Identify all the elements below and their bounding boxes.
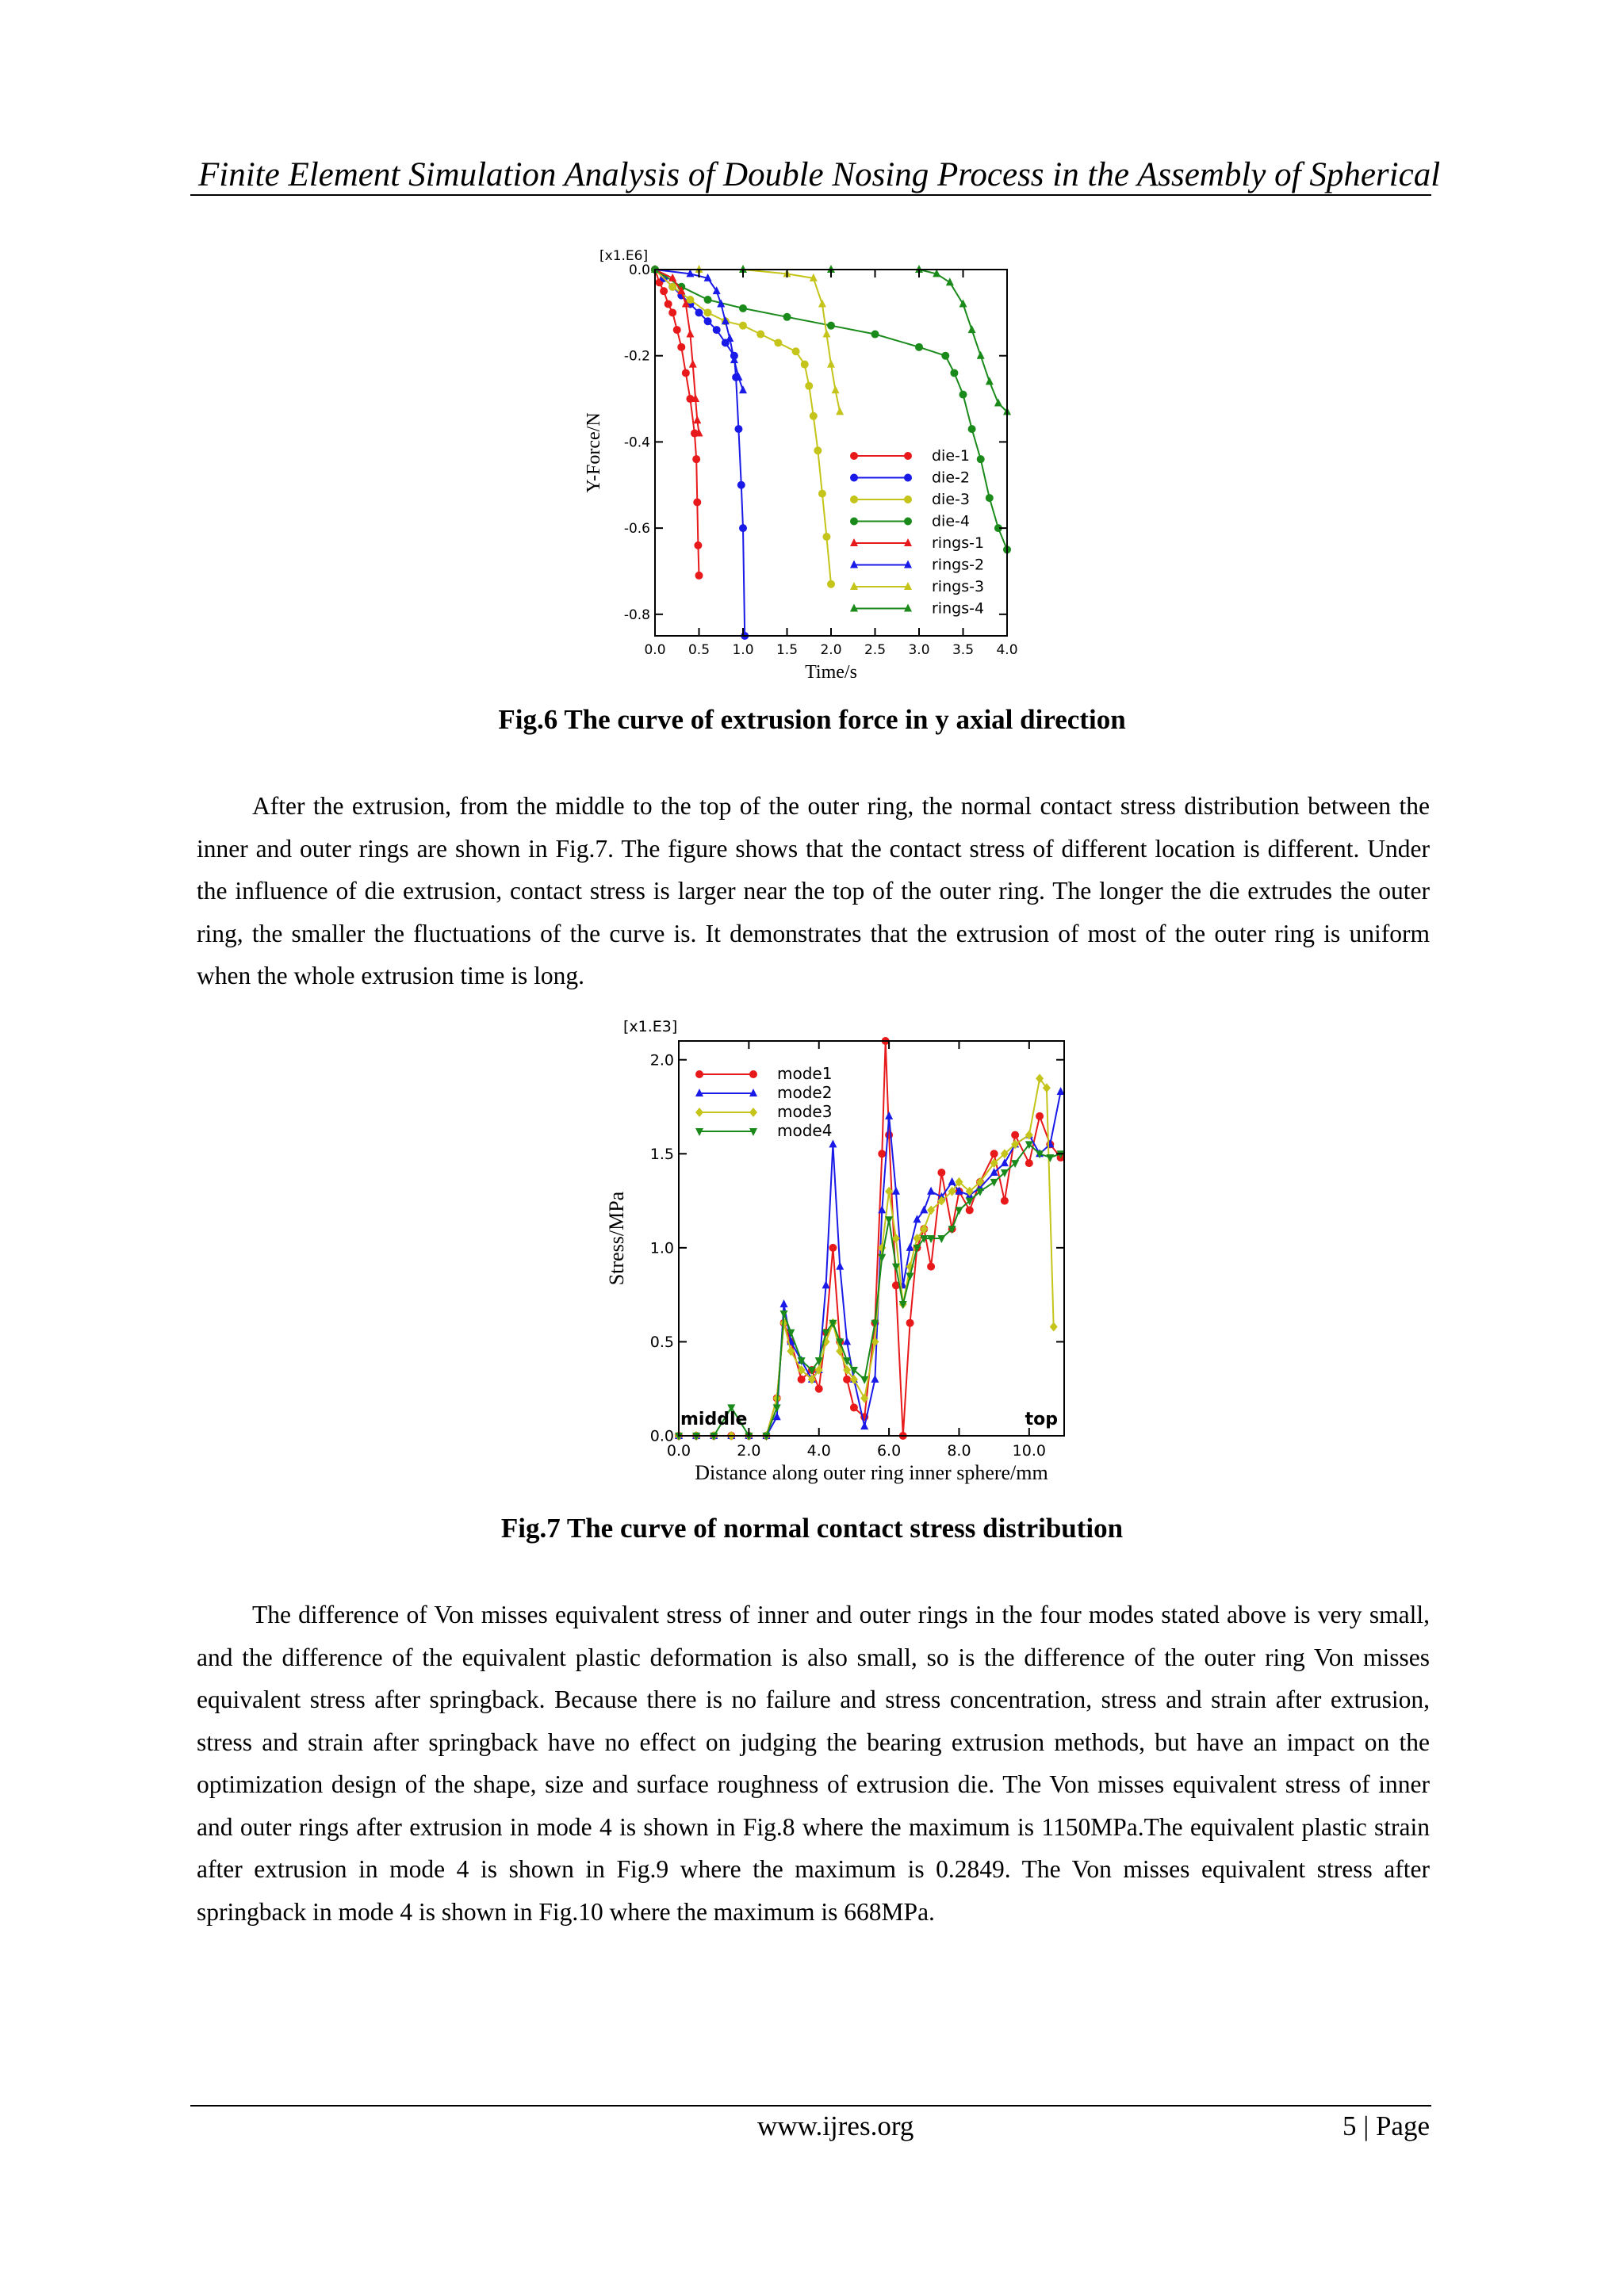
legend-marker-die-3 — [850, 496, 858, 503]
data-point-die-1 — [694, 541, 702, 549]
legend-marker-mode3 — [749, 1108, 757, 1117]
data-point-mode4 — [990, 1179, 998, 1187]
data-point-mode1 — [829, 1244, 837, 1252]
data-point-die-2 — [695, 308, 703, 316]
data-point-die-1 — [682, 369, 690, 377]
data-point-mode4 — [885, 1216, 893, 1224]
data-point-rings-3 — [836, 407, 844, 415]
legend-label-mode1: mode1 — [777, 1064, 833, 1083]
legend-marker-die-4 — [904, 518, 912, 526]
x-tick-label: 2.0 — [820, 642, 842, 658]
running-title: Finite Element Simulation Analysis of Double Nosing Process in the Assembly of Spherical — [198, 156, 1441, 193]
x-tick-label: 0.0 — [666, 1442, 691, 1460]
series-die-4 — [651, 266, 1011, 553]
data-point-mode4 — [955, 1207, 963, 1215]
data-point-die-4 — [704, 296, 712, 304]
data-point-rings-1 — [689, 360, 697, 368]
data-point-mode1 — [798, 1376, 806, 1383]
data-point-mode2 — [860, 1422, 868, 1429]
data-point-mode2 — [885, 1112, 893, 1119]
data-point-mode1 — [927, 1263, 935, 1271]
data-point-die-4 — [827, 322, 835, 330]
x-tick-label: 1.5 — [776, 642, 799, 658]
data-point-die-3 — [686, 296, 694, 304]
y-tick-label: 1.5 — [649, 1145, 674, 1163]
data-point-die-4 — [941, 352, 949, 360]
data-point-die-3 — [739, 322, 747, 330]
data-point-die-2 — [734, 425, 742, 433]
data-point-die-4 — [871, 331, 879, 339]
data-point-rings-3 — [822, 330, 830, 338]
legend-label-mode4: mode4 — [777, 1121, 833, 1140]
data-point-mode2 — [892, 1187, 900, 1195]
y-axis-title: Y-Force/N — [584, 412, 604, 493]
data-point-mode1 — [990, 1150, 998, 1158]
data-point-rings-4 — [986, 377, 994, 385]
data-point-mode1 — [850, 1403, 858, 1411]
legend — [695, 1064, 832, 1140]
data-point-mode1 — [1025, 1159, 1033, 1167]
data-point-die-3 — [814, 446, 822, 454]
y-tick-label: 0.0 — [649, 1427, 674, 1445]
data-point-mode1 — [1011, 1131, 1019, 1139]
data-point-mode4 — [1011, 1160, 1019, 1168]
x-axis-title: Time/s — [805, 662, 857, 683]
data-point-rings-2 — [739, 385, 747, 393]
series-mode2 — [675, 1087, 1065, 1439]
legend-label-rings-2: rings-2 — [932, 556, 985, 574]
data-point-die-3 — [792, 347, 800, 355]
data-point-die-4 — [968, 425, 976, 433]
footer-url: www.ijres.org — [757, 2110, 914, 2141]
series-rings-4 — [651, 265, 1011, 415]
y-tick-label: -0.6 — [623, 521, 650, 538]
y-tick-label: -0.2 — [623, 348, 650, 365]
data-point-die-4 — [959, 391, 967, 399]
data-point-mode4 — [850, 1367, 858, 1375]
x-tick-label: 2.5 — [864, 642, 887, 658]
data-point-mode4 — [976, 1188, 984, 1196]
data-point-rings-3 — [818, 299, 826, 307]
series-line-rings-4 — [655, 270, 1007, 411]
data-point-mode2 — [948, 1177, 956, 1185]
data-point-mode1 — [878, 1150, 886, 1158]
data-point-mode4 — [1046, 1154, 1054, 1162]
legend-label-die-1: die-1 — [932, 447, 970, 465]
paragraph-1: After the extrusion, from the middle to the top of the outer ring, the normal contact stress distribution between the inner and outer rings are shown in Fig.7. The figure shows that the contact stress of different location is different. Under the influence of die extrusion, contact stress is larger near the top of the outer ring. The longer the die extrudes the outer ring, the smaller the fluctuations of the curve is. It demonstrates that the extrusion of most of the outer ring is uniform when the whole extrusion time is long. — [197, 792, 1430, 989]
data-point-mode2 — [871, 1375, 879, 1383]
data-point-mode1 — [966, 1206, 974, 1214]
data-point-rings-1 — [686, 330, 694, 338]
x-tick-label: 4.0 — [806, 1442, 831, 1460]
data-point-rings-4 — [994, 398, 1002, 406]
series-line-rings-2 — [655, 270, 743, 390]
legend-marker-mode3 — [695, 1108, 703, 1117]
data-point-die-4 — [950, 369, 958, 377]
series-line-mode4 — [679, 1144, 1061, 1436]
data-point-die-2 — [713, 326, 721, 334]
x-tick-label: 0.0 — [644, 642, 666, 658]
data-point-die-4 — [739, 304, 747, 312]
legend-marker-die-2 — [850, 474, 858, 482]
legend-marker-die-1 — [850, 452, 858, 460]
data-point-mode3 — [1025, 1131, 1033, 1140]
legend-label-mode2: mode2 — [777, 1083, 833, 1102]
series-line-die-2 — [655, 270, 745, 636]
data-point-die-3 — [827, 580, 835, 588]
annotation-middle: middle — [680, 1410, 748, 1429]
data-point-mode2 — [927, 1187, 935, 1195]
data-point-rings-2 — [726, 334, 733, 342]
data-point-die-3 — [801, 361, 809, 369]
x-tick-label: 0.5 — [688, 642, 710, 658]
data-point-mode1 — [1001, 1197, 1009, 1205]
data-point-die-1 — [693, 499, 701, 507]
series-mode3 — [675, 1073, 1058, 1441]
figure-7-caption: Fig.7 The curve of normal contact stress distribution — [500, 1513, 1124, 1544]
data-point-rings-3 — [832, 385, 840, 393]
x-tick-label: 8.0 — [947, 1442, 971, 1460]
y-tick-label: 1.0 — [649, 1239, 674, 1257]
y-multiplier-label: [x1.E3] — [623, 1018, 678, 1035]
figure-6-caption: Fig.6 The curve of extrusion force in y axial direction — [498, 704, 1126, 735]
figure-6-chart — [584, 238, 1031, 690]
x-tick-label: 10.0 — [1012, 1442, 1046, 1460]
data-point-die-3 — [756, 331, 764, 339]
x-tick-label: 3.5 — [952, 642, 975, 658]
y-axis-title: Stress/MPa — [605, 1191, 628, 1286]
data-point-die-2 — [739, 524, 747, 532]
data-point-die-1 — [668, 308, 676, 316]
x-tick-label: 6.0 — [876, 1442, 902, 1460]
x-axis-title: Distance along outer ring inner sphere/mm — [695, 1461, 1048, 1484]
figure-7-chart — [603, 1011, 1086, 1487]
data-point-mode2 — [836, 1262, 844, 1270]
legend-label-rings-4: rings-4 — [932, 599, 985, 618]
plot-frame — [679, 1041, 1064, 1436]
x-tick-label: 4.0 — [996, 642, 1018, 658]
data-point-mode2 — [780, 1299, 788, 1307]
data-point-mode1 — [906, 1319, 914, 1327]
data-point-die-3 — [822, 533, 830, 541]
legend-label-die-2: die-2 — [932, 469, 970, 487]
series-line-mode1 — [679, 1041, 1061, 1436]
series-rings-2 — [651, 265, 747, 393]
data-point-rings-4 — [977, 351, 985, 359]
data-point-die-1 — [673, 326, 681, 334]
header-rule — [190, 194, 1431, 196]
legend-label-die-4: die-4 — [932, 512, 970, 530]
legend-marker-die-3 — [904, 496, 912, 503]
y-tick-label: -0.4 — [623, 434, 650, 451]
data-point-mode2 — [906, 1243, 914, 1251]
x-tick-label: 1.0 — [732, 642, 754, 658]
data-point-rings-1 — [693, 415, 701, 423]
series-mode1 — [675, 1037, 1065, 1440]
data-point-rings-4 — [968, 325, 976, 333]
y-tick-label: 0.0 — [628, 262, 650, 278]
legend-label-rings-3: rings-3 — [932, 578, 985, 595]
data-point-rings-4 — [946, 277, 954, 285]
data-point-die-1 — [660, 287, 668, 295]
annotation-top: top — [1025, 1410, 1058, 1429]
data-point-die-3 — [704, 308, 712, 316]
legend-marker-die-1 — [904, 452, 912, 460]
legend-label-mode3: mode3 — [777, 1102, 833, 1121]
series-die-2 — [651, 266, 749, 640]
legend-marker-mode1 — [695, 1070, 703, 1078]
paragraph-2: The difference of Von misses equivalent stress of inner and outer rings in the four modes stated above is very small, and the difference of the equivalent plastic deformation is also small, so is the difference of the outer ring Von misses equivalent stress after springback. Because there is no failure and stress concentration, stress and strain after extrusion, stress and strain after springback have no effect on judging the bearing extrusion methods, but have an impact on the optimization design of the shape, size and surface roughness of extrusion die. The Von misses equivalent stress of inner and outer rings after extrusion in mode 4 is shown in Fig.8 where the maximum is 1150MPa.The equivalent plastic strain after extrusion in mode 4 is shown in Fig.9 where the maximum is 0.2849. The Von misses equivalent stress after springback in mode 4 is shown in Fig.10 where the maximum is 668MPa. — [197, 1601, 1430, 1926]
y-tick-label: 0.5 — [649, 1334, 674, 1352]
legend-marker-die-2 — [904, 474, 912, 482]
data-point-die-3 — [774, 339, 782, 346]
x-tick-label: 3.0 — [908, 642, 930, 658]
data-point-mode2 — [829, 1139, 837, 1147]
legend-label-rings-1: rings-1 — [932, 534, 985, 552]
data-point-die-2 — [737, 481, 745, 489]
footer-rule — [190, 2105, 1431, 2107]
data-point-die-1 — [665, 300, 672, 308]
series-line-die-1 — [655, 270, 699, 576]
data-point-die-4 — [986, 494, 994, 502]
x-tick-label: 2.0 — [737, 1442, 761, 1460]
data-point-die-3 — [668, 283, 676, 291]
data-point-die-1 — [692, 455, 700, 463]
data-point-die-2 — [704, 317, 712, 325]
series-line-mode2 — [679, 1092, 1061, 1436]
data-point-die-3 — [818, 490, 826, 498]
data-point-die-1 — [695, 572, 703, 580]
data-point-rings-3 — [827, 360, 835, 368]
data-point-mode3 — [1050, 1322, 1058, 1331]
data-point-mode4 — [1001, 1169, 1009, 1177]
data-point-mode2 — [843, 1337, 851, 1345]
data-point-mode1 — [843, 1376, 851, 1383]
data-point-mode1 — [815, 1385, 823, 1393]
legend-marker-die-4 — [850, 518, 858, 526]
data-point-die-4 — [915, 343, 923, 351]
data-point-die-1 — [677, 343, 685, 351]
y-tick-label: -0.8 — [623, 607, 650, 623]
legend-label-die-3: die-3 — [932, 491, 970, 508]
y-multiplier-label: [x1.E6] — [599, 248, 649, 264]
y-tick-label: 2.0 — [649, 1051, 674, 1070]
data-point-mode2 — [822, 1280, 830, 1288]
data-point-mode2 — [920, 1205, 928, 1213]
legend — [850, 447, 984, 618]
data-point-die-4 — [977, 455, 985, 463]
legend-marker-mode1 — [749, 1070, 757, 1078]
data-point-die-3 — [810, 412, 818, 420]
data-point-die-4 — [783, 313, 791, 321]
data-point-mode1 — [1036, 1112, 1044, 1120]
data-point-mode1 — [937, 1169, 945, 1177]
data-point-die-3 — [805, 382, 813, 390]
footer-page-number: 5 | Page — [1342, 2110, 1430, 2141]
